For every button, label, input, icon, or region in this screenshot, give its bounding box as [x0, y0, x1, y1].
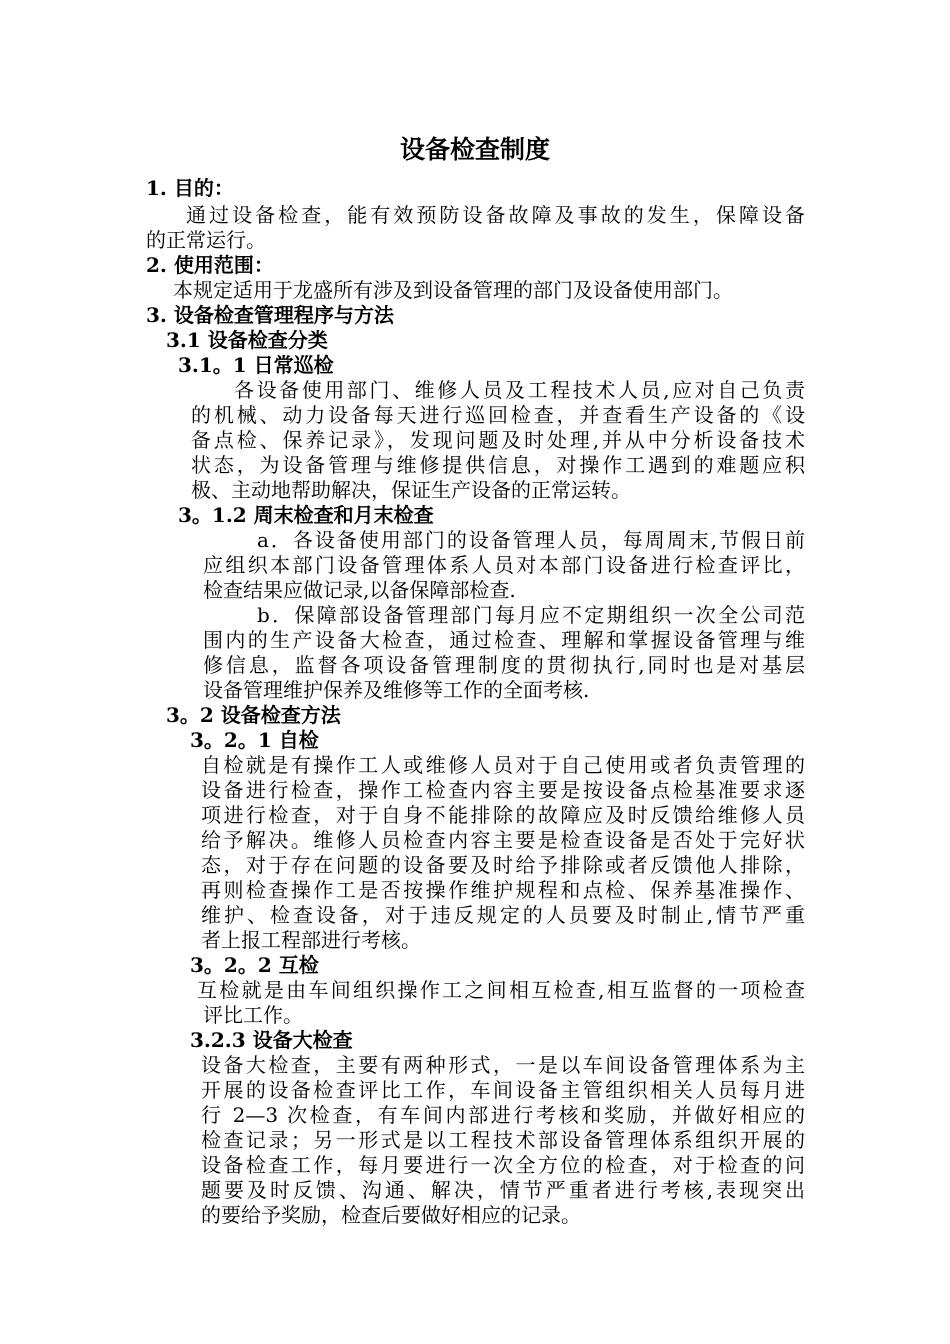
subsection-heading: 3.2.3 设备大检查 [190, 1028, 353, 1052]
body-line: 极、主动地帮助解决，保证生产设备的正常运转。 [191, 478, 631, 502]
body-line: 开展的设备检查评比工作，车间设备主管组织相关人员每月进 [201, 1078, 805, 1102]
body-line: 备点检、保养记录》，发现问题及时处理,并从中分析设备技术 [191, 428, 805, 452]
body-line: 项进行检查，对于自身不能排除的故障应及时反馈给维修人员 [201, 803, 805, 827]
body-line: 给予解决。维修人员检查内容主要是检查设备是否处于完好状 [201, 828, 805, 852]
body-line: 设备管理维护保养及维修等工作的全面考核. [203, 678, 590, 702]
body-line: 的要给予奖励，检查后要做好相应的记录。 [201, 1203, 581, 1227]
body-line: 态，对于存在问题的设备要及时给予排除或者反馈他人排除， [201, 853, 805, 877]
body-line: 的机械、动力设备每天进行巡回检查，并查看生产设备的《设 [191, 403, 805, 427]
body-line: 互检就是由车间组织操作工之间相互检查,相互监督的一项检查 [197, 978, 805, 1002]
body-line: 自检就是有操作工人或维修人员对于自己使用或者负责管理的 [201, 753, 805, 777]
body-line: 检查记录；另一形式是以工程技术部设备管理体系组织开展的 [201, 1128, 805, 1152]
body-line: 再则检查操作工是否按操作维护规程和点检、保养基准操作、 [201, 878, 805, 902]
body-line: 设备大检查，主要有两种形式，一是以车间设备管理体系为主 [201, 1053, 805, 1077]
body-line: 维护、检查设备，对于违反规定的人员要及时制止,情节严重 [201, 903, 805, 927]
body-line: b．保障部设备管理部门每月应不定期组织一次全公司范 [257, 603, 805, 627]
subsection-heading: 3.1。1 日常巡检 [178, 353, 334, 377]
section-heading: 2. 使用范围： [146, 253, 274, 277]
body-line: 本规定适用于龙盛所有涉及到设备管理的部门及设备使用部门。 [173, 278, 733, 302]
body-line: 的正常运行。 [146, 228, 266, 252]
body-line: 各设备使用部门、维修人员及工程技术人员,应对自己负责 [234, 378, 805, 402]
body-line: 设备检查工作，每月要进行一次全方位的检查，对于检查的问 [201, 1153, 805, 1177]
subsection-heading: 3。2 设备检查方法 [166, 703, 341, 727]
subsection-heading: 3。2。2 互检 [190, 953, 319, 977]
body-line: 检查结果应做记录,以备保障部检查. [203, 578, 516, 602]
subsection-heading: 3.1 设备检查分类 [166, 328, 328, 352]
body-line: 应组织本部门设备管理体系人员对本部门设备进行检查评比， [203, 553, 805, 577]
body-line: 题要及时反馈、沟通、解决，情节严重者进行考核,表现突出 [201, 1178, 805, 1202]
body-line: 通过设备检查，能有效预防设备故障及事故的发生，保障设备 [186, 203, 805, 227]
body-line: a．各设备使用部门的设备管理人员，每周周末,节假日前 [257, 528, 805, 552]
document-title: 设备检查制度 [399, 135, 550, 164]
body-line: 状态，为设备管理与维修提供信息，对操作工遇到的难题应积 [191, 453, 805, 477]
body-line: 者上报工程部进行考核。 [201, 928, 421, 952]
body-line: 行 2—3 次检查，有车间内部进行考核和奖励，并做好相应的 [201, 1103, 805, 1127]
subsection-heading: 3。1.2 周末检查和月末检查 [178, 503, 434, 527]
body-line: 评比工作。 [203, 1003, 303, 1027]
body-line: 修信息，监督各项设备管理制度的贯彻执行,同时也是对基层 [203, 653, 805, 677]
body-line: 围内的生产设备大检查，通过检查、理解和掌握设备管理与维 [203, 628, 805, 652]
subsection-heading: 3。2。1 自检 [190, 728, 319, 752]
body-line: 设备进行检查，操作工检查内容主要是按设备点检基准要求逐 [201, 778, 805, 802]
section-heading: 3. 设备检查管理程序与方法 [146, 303, 394, 327]
section-heading: 1. 目的： [146, 176, 234, 200]
